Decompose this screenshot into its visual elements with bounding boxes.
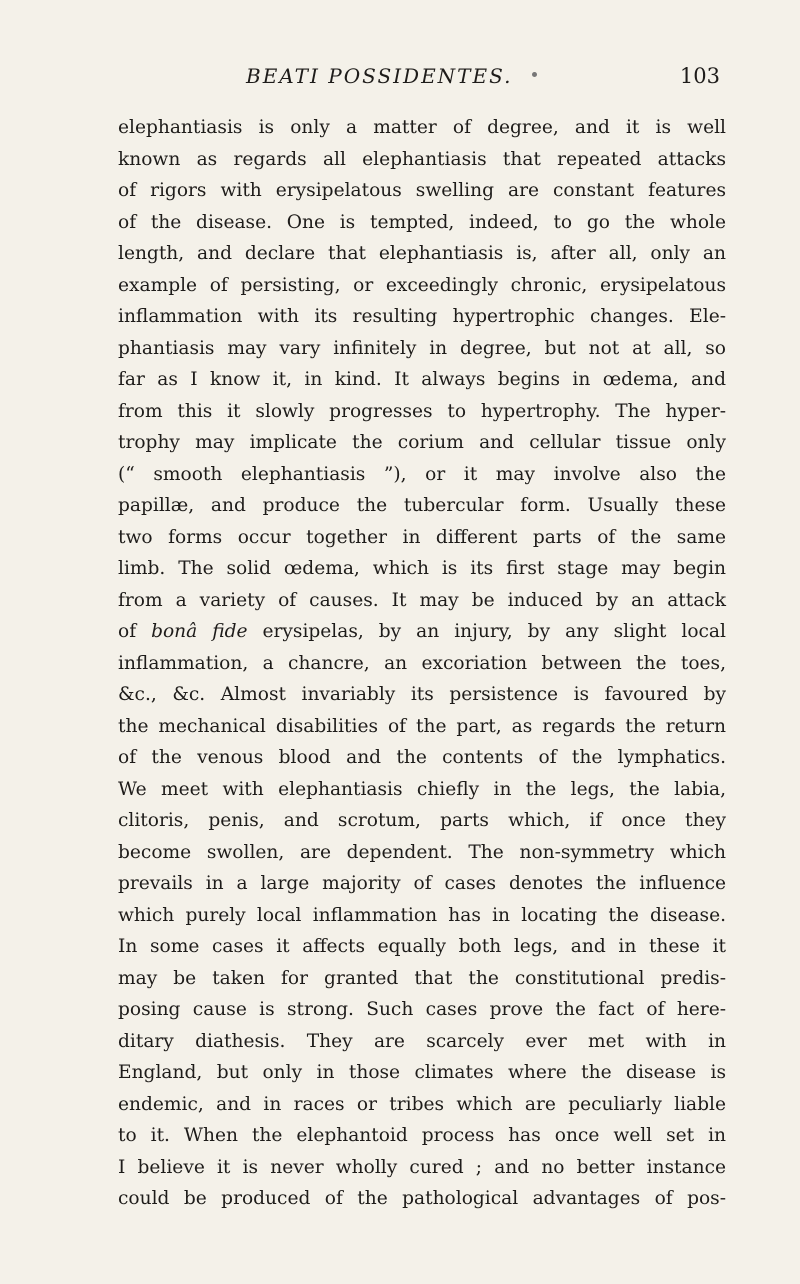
text-line: from a variety of causes. It may be induced by an attack bbox=[118, 589, 726, 611]
text-segment: of bbox=[118, 621, 152, 642]
text-line: (“ smooth elephantiasis ”), or it may involve also the bbox=[118, 463, 726, 485]
text-line: I believe it is never wholly cured ; and no better instance bbox=[118, 1156, 726, 1178]
text-line: We meet with elephantiasis chiefly in the legs, the labia, bbox=[118, 778, 726, 800]
text-line: elephantiasis is only a matter of degree, and it is well bbox=[118, 117, 726, 138]
text-line: clitoris, penis, and scrotum, parts which, if once they bbox=[118, 810, 726, 831]
text-line: endemic, and in races or tribes which are peculiarly liable bbox=[118, 1093, 726, 1115]
text-line: phantiasis may vary infinitely in degree, but not at all, so bbox=[118, 337, 726, 359]
text-line: length, and declare that elephantiasis is, after all, only an bbox=[118, 243, 726, 264]
text-line: inflammation with its resulting hypertrophic changes. Ele- bbox=[118, 306, 726, 327]
body-text bbox=[118, 112, 726, 1215]
text-line: may be taken for granted that the constitutional predis- bbox=[118, 967, 726, 989]
page-number: 103 bbox=[679, 64, 720, 88]
text-line: In some cases it affects equally both legs, and in these it bbox=[118, 936, 726, 957]
text-line: far as I know it, in kind. It always begins in œdema, and bbox=[118, 369, 726, 390]
text-line: which purely local inflammation has in locating the disease. bbox=[118, 904, 726, 926]
text-line: from this it slowly progresses to hypertrophy. The hyper- bbox=[118, 400, 726, 422]
text-line: known as regards all elephantiasis that repeated attacks bbox=[118, 148, 726, 170]
text-line: papillæ, and produce the tubercular form. Usually these bbox=[118, 495, 726, 516]
text-line: of the venous blood and the contents of the lymphatics. bbox=[118, 747, 726, 768]
text-line: example of persisting, or exceedingly chronic, erysipelatous bbox=[118, 274, 726, 296]
text-line: of the disease. One is tempted, indeed, to go the whole bbox=[118, 211, 726, 233]
text-line bbox=[118, 616, 726, 648]
text-line: two forms occur together in different parts of the same bbox=[118, 526, 726, 548]
text-line: England, but only in those climates where the disease is bbox=[118, 1062, 726, 1083]
text-line: ditary diathesis. They are scarcely ever met with in bbox=[118, 1030, 726, 1052]
text-line: prevails in a large majority of cases denotes the influence bbox=[118, 873, 726, 894]
running-title: BEATI POSSIDENTES. bbox=[246, 64, 513, 88]
text-segment: erysipelas, by an injury, by any slight local bbox=[247, 621, 726, 642]
text-line: &c., &c. Almost invariably its persistence is favoured by bbox=[118, 684, 726, 705]
text-line: inflammation, a chancre, an excoriation between the toes, bbox=[118, 652, 726, 674]
text-line: limb. The solid œdema, which is its first stage may begin bbox=[118, 558, 726, 579]
text-line: could be produced of the pathological advantages of pos- bbox=[118, 1188, 726, 1209]
text-line: trophy may implicate the corium and cellular tissue only bbox=[118, 432, 726, 453]
text-line: become swollen, are dependent. The non-symmetry which bbox=[118, 841, 726, 863]
text-line: the mechanical disabilities of the part, as regards the return bbox=[118, 715, 726, 737]
ornament-dot bbox=[532, 72, 537, 77]
text-line: to it. When the elephantoid process has once well set in bbox=[118, 1125, 726, 1146]
running-head bbox=[110, 64, 720, 94]
text-line: of rigors with erysipelatous swelling are constant features bbox=[118, 180, 726, 201]
italic-phrase: bonâ fide bbox=[151, 621, 248, 642]
text-line: posing cause is strong. Such cases prove the fact of here- bbox=[118, 999, 726, 1020]
